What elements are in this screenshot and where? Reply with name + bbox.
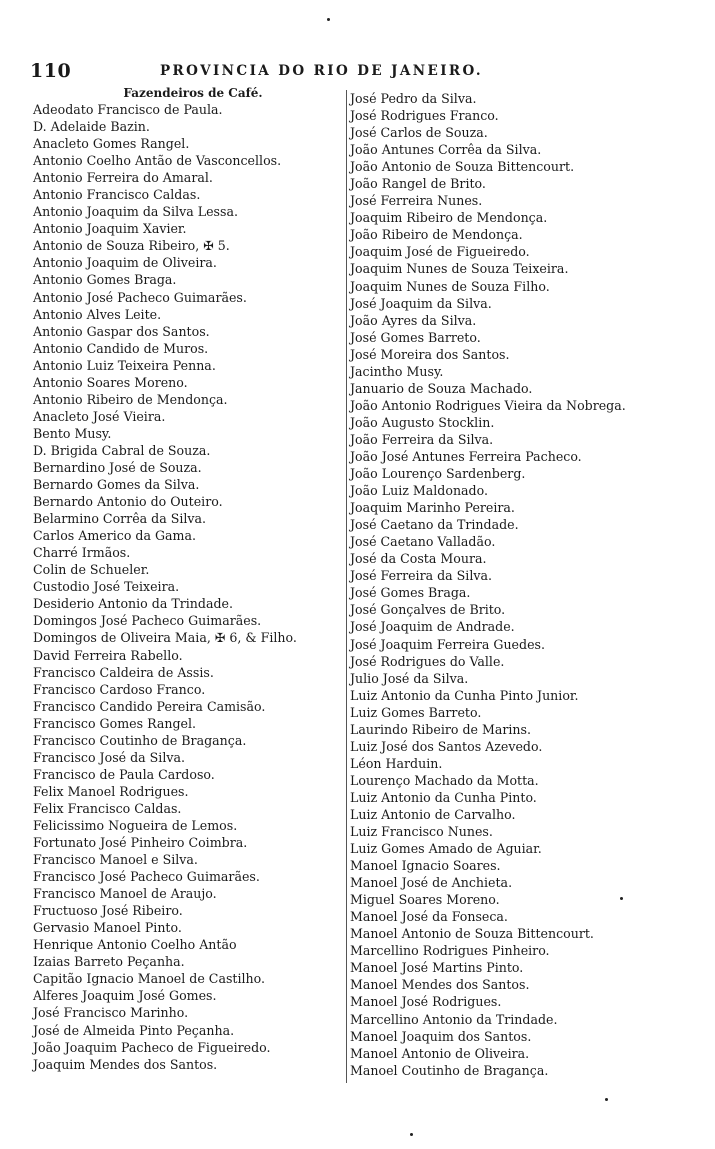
list-entry: Laurindo Ribeiro de Marins. [350, 721, 531, 737]
list-entry: João Rangel de Brito. [350, 176, 486, 192]
list-entry: Francisco Cardoso Franco. [33, 681, 206, 697]
list-entry: Antonio Joaquim de Oliveira. [33, 255, 217, 271]
list-entry: Manoel Joaquim dos Santos. [350, 1028, 532, 1044]
list-entry: José Ferreira da Silva. [350, 568, 492, 584]
list-entry: Francisco Candido Pereira Camisão. [33, 698, 266, 714]
list-entry: Desiderio Antonio da Trindade. [33, 596, 233, 612]
list-entry: José Rodrigues do Valle. [350, 653, 505, 669]
list-entry: Anacleto Gomes Rangel. [33, 136, 190, 152]
list-entry: Felix Manoel Rodrigues. [33, 783, 189, 799]
list-entry: Colin de Schueler. [33, 562, 150, 578]
list-entry: Gervasio Manoel Pinto. [33, 920, 182, 936]
list-entry: Antonio Coelho Antão de Vasconcellos. [33, 153, 282, 169]
list-entry: José Joaquim de Andrade. [350, 619, 515, 635]
list-entry: José Joaquim Ferreira Guedes. [350, 636, 545, 652]
list-entry: João Ayres da Silva. [350, 312, 477, 328]
running-head: PROVINCIA DO RIO DE JANEIRO. [160, 63, 484, 79]
list-entry: Luiz Antonio da Cunha Pinto. [350, 789, 537, 805]
list-entry: D. Brigida Cabral de Souza. [33, 442, 211, 458]
list-entry: João Ribeiro de Mendonça. [350, 227, 523, 243]
list-entry: Joaquim Mendes dos Santos. [33, 1056, 218, 1072]
list-entry: Francisco de Paula Cardoso. [33, 766, 215, 782]
list-entry: Bento Musy. [33, 425, 112, 441]
list-entry: Capitão Ignacio Manoel de Castilho. [33, 971, 266, 987]
list-entry: José Caetano Valladão. [350, 534, 496, 550]
list-entry: José da Costa Moura. [350, 551, 487, 567]
list-entry: Joaquim Marinho Pereira. [350, 500, 515, 516]
list-entry: Joaquim José de Figueiredo. [350, 244, 530, 260]
list-entry: Lourenço Machado da Motta. [350, 772, 539, 788]
list-entry: Adeodato Francisco de Paula. [33, 102, 223, 117]
list-entry: Manoel Antonio de Souza Bittencourt. [350, 926, 594, 942]
list-entry: José Joaquim da Silva. [350, 295, 492, 311]
list-entry: Joaquim Nunes de Souza Filho. [350, 278, 550, 294]
list-entry: Joaquim Ribeiro de Mendonça. [350, 210, 548, 226]
list-entry: João Ferreira da Silva. [350, 431, 494, 447]
print-speck [605, 1098, 608, 1101]
list-entry: José Francisco Marinho. [33, 1005, 189, 1021]
list-entry: Miguel Soares Moreno. [350, 892, 500, 908]
list-entry: José Pedro da Silva. [350, 91, 477, 106]
list-entry: Domingos de Oliveira Maia, ✠ 6, & Filho. [33, 630, 297, 646]
list-entry: Manoel Mendes dos Santos. [350, 977, 530, 993]
list-entry: José Moreira dos Santos. [350, 346, 510, 362]
list-entry: Henrique Antonio Coelho Antão [33, 937, 237, 953]
list-entry: Fructuoso José Ribeiro. [33, 903, 183, 919]
list-entry: Francisco Gomes Rangel. [33, 715, 196, 731]
list-entry: Manoel Ignacio Soares. [350, 858, 501, 874]
list-entry: José Gomes Barreto. [350, 329, 481, 345]
list-entry: Luiz Antonio da Cunha Pinto Junior. [350, 687, 579, 703]
list-entry: D. Adelaide Bazin. [33, 119, 150, 135]
list-entry: Jacintho Musy. [350, 363, 444, 379]
list-entry: Antonio Joaquim Xavier. [33, 221, 187, 237]
list-entry: Francisco Manoel de Araujo. [33, 886, 217, 902]
print-speck [410, 1133, 413, 1136]
list-entry: Fortunato José Pinheiro Coimbra. [33, 835, 248, 851]
list-entry: Izaias Barreto Peçanha. [33, 954, 185, 970]
list-entry: Charré Irmãos. [33, 545, 131, 561]
list-entry: José Rodrigues Franco. [350, 108, 499, 124]
list-entry: Manoel José da Fonseca. [350, 909, 508, 925]
list-entry: Julio José da Silva. [350, 670, 469, 686]
list-entry: Bernardo Antonio do Outeiro. [33, 494, 223, 510]
left-entry-list [33, 101, 343, 1073]
list-entry: João Antunes Corrêa da Silva. [350, 142, 542, 158]
list-entry: Antonio Candido de Muros. [33, 340, 209, 356]
print-speck [327, 18, 330, 21]
list-entry: Joaquim Nunes de Souza Teixeira. [350, 261, 569, 277]
list-entry: Antonio Soares Moreno. [33, 374, 188, 390]
right-entry-list [350, 90, 680, 1079]
list-entry: Januario de Souza Machado. [350, 380, 533, 396]
list-entry: Antonio Joaquim da Silva Lessa. [33, 204, 238, 220]
list-entry: João Lourenço Sardenberg. [350, 466, 526, 482]
list-entry: Bernardino José de Souza. [33, 459, 202, 475]
list-entry: Antonio Luiz Teixeira Penna. [33, 357, 216, 373]
list-entry: José Caetano da Trindade. [350, 517, 519, 533]
list-entry: Luiz Antonio de Carvalho. [350, 806, 516, 822]
list-entry: Belarmino Corrêa da Silva. [33, 511, 207, 527]
list-entry: Manoel Antonio de Oliveira. [350, 1045, 530, 1061]
list-entry: Antonio Alves Leite. [33, 306, 162, 322]
list-entry: Francisco José da Silva. [33, 749, 185, 765]
list-entry: Manoel José Rodrigues. [350, 994, 502, 1010]
list-entry: João Joaquim Pacheco de Figueiredo. [33, 1039, 271, 1055]
list-entry: Marcellino Antonio da Trindade. [350, 1011, 558, 1027]
list-entry: José de Almeida Pinto Peçanha. [33, 1022, 235, 1038]
list-entry: Francisco Caldeira de Assis. [33, 664, 214, 680]
list-entry: João Augusto Stocklin. [350, 414, 495, 430]
list-entry: João Antonio de Souza Bittencourt. [350, 159, 575, 175]
list-entry: Manoel José de Anchieta. [350, 875, 513, 891]
list-entry: Antonio Francisco Caldas. [33, 187, 201, 203]
page-number: 110 [30, 60, 72, 82]
list-entry: João José Antunes Ferreira Pacheco. [350, 448, 582, 464]
list-entry: Antonio Gomes Braga. [33, 272, 177, 288]
print-speck [620, 897, 623, 900]
list-entry: Antonio Gaspar dos Santos. [33, 323, 210, 339]
list-entry: Antonio Ribeiro de Mendonça. [33, 391, 228, 407]
list-entry: José Carlos de Souza. [350, 125, 488, 141]
list-entry: Marcellino Rodrigues Pinheiro. [350, 943, 550, 959]
list-entry: José Gomes Braga. [350, 585, 471, 601]
page-header [30, 60, 680, 82]
right-column [346, 90, 680, 1083]
list-entry: Bernardo Gomes da Silva. [33, 477, 200, 493]
list-entry: Luiz Gomes Amado de Aguiar. [350, 841, 542, 857]
list-entry: Manoel José Martins Pinto. [350, 960, 524, 976]
list-entry: Custodio José Teixeira. [33, 579, 180, 595]
list-entry: Luiz Francisco Nunes. [350, 824, 493, 840]
list-entry: Francisco José Pacheco Guimarães. [33, 869, 260, 885]
list-entry: Antonio Ferreira do Amaral. [33, 170, 213, 186]
list-entry: Felix Francisco Caldas. [33, 800, 182, 816]
list-entry: Antonio de Souza Ribeiro, ✠ 5. [33, 238, 230, 254]
list-entry: Manoel Coutinho de Bragança. [350, 1062, 549, 1078]
list-entry: Felicissimo Nogueira de Lemos. [33, 817, 238, 833]
list-entry: Alferes Joaquim José Gomes. [33, 988, 217, 1004]
list-entry: José Ferreira Nunes. [350, 193, 483, 209]
list-entry: José Gonçalves de Brito. [350, 602, 506, 618]
list-entry: Francisco Coutinho de Bragança. [33, 732, 247, 748]
list-entry: Luiz José dos Santos Azevedo. [350, 738, 543, 754]
list-entry: Antonio José Pacheco Guimarães. [33, 289, 247, 305]
list-entry: Anacleto José Vieira. [33, 408, 166, 424]
section-heading: Fazendeiros de Café. [123, 86, 263, 100]
list-entry: Francisco Manoel e Silva. [33, 852, 198, 868]
list-entry: Domingos José Pacheco Guimarães. [33, 613, 262, 629]
left-column [33, 86, 343, 1073]
list-entry: João Antonio Rodrigues Vieira da Nobrega. [350, 397, 626, 413]
list-entry: David Ferreira Rabello. [33, 647, 183, 663]
list-entry: João Luiz Maldonado. [350, 483, 488, 499]
list-entry: Luiz Gomes Barreto. [350, 704, 482, 720]
list-entry: Carlos Americo da Gama. [33, 528, 197, 544]
list-entry: Léon Harduin. [350, 755, 443, 771]
